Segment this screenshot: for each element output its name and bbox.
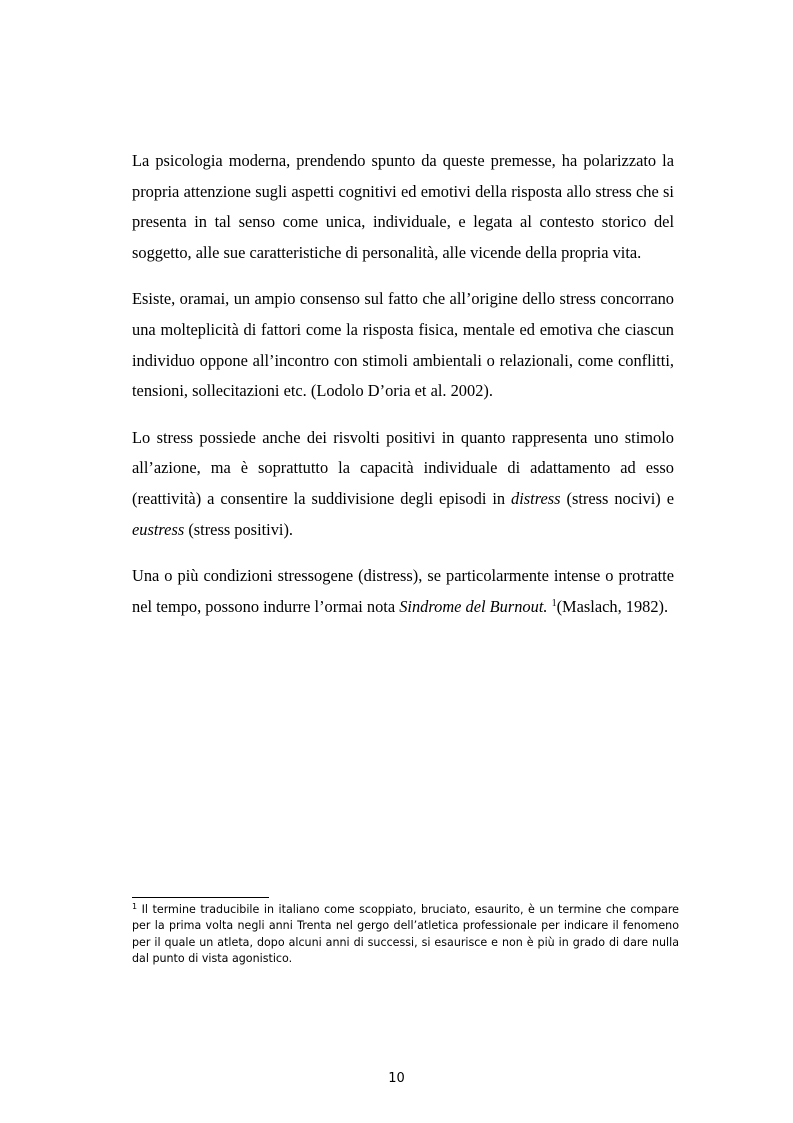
paragraph-4-text-b: (Maslach, 1982).	[556, 596, 669, 616]
paragraph-1-text: La psicologia moderna, prendendo spunto da queste premesse, ha polarizzato la propria attenzione sugli aspetti cognitivi ed emotivi della risposta allo stress che si presenta in tal senso come unica, individuale, e legata al contesto storico del soggetto, alle sue caratteristiche di personalità, alle vicende della propria vita.	[132, 151, 674, 262]
paragraph-4-text-a: Una o più condizioni stressogene (distress), se particolarmente intense o protratte nel tempo, possono indurre l’ormai nota	[132, 566, 674, 616]
paragraph-3	[132, 423, 674, 545]
term-burnout: Sindrome del Burnout.	[399, 596, 548, 616]
footnote-separator	[132, 897, 269, 898]
paragraph-2-text: Esiste, oramai, un ampio consenso sul fatto che all’origine dello stress concorrano una molteplicità di fattori come la risposta fisica, mentale ed emotiva che ciascun individuo oppone all’incontro con stimoli ambientali o relazionali, come conflitti, tensioni, sollecitazioni etc. (Lodolo D’oria et al. 2002).	[132, 289, 674, 401]
page-number: 10	[388, 1071, 405, 1086]
paragraph-3-text-b: (stress nocivi) e	[560, 488, 674, 508]
term-distress: distress	[511, 488, 561, 508]
body-text	[132, 146, 674, 638]
footnote-reference[interactable]: 1	[551, 597, 557, 609]
footnote	[132, 902, 679, 968]
paragraph-2	[132, 284, 674, 406]
paragraph-3-text-c: (stress positivi).	[184, 519, 294, 539]
footnote-text: Il termine traducibile in italiano come scoppiato, bruciato, esaurito, è un termine che compare per la prima volta negli anni Trenta nel gergo dell’atletica professionale per indicare il fenomeno per il quale un atleta, dopo alcuni anni di successi, si esaurisce e non è più in grado di dare nulla dal punto di vista agonistico.	[132, 903, 679, 966]
term-eustress: eustress	[132, 519, 185, 539]
footnote-marker: 1	[132, 902, 138, 911]
paragraph-1	[132, 146, 674, 268]
paragraph-4	[132, 561, 674, 622]
paragraph-3-text-a: Lo stress possiede anche dei risvolti positivi in quanto rappresenta uno stimolo all’azione, ma è soprattutto la capacità individuale di adattamento ad esso (reattività) a consentire la suddivisione degli episodi in	[132, 427, 674, 508]
